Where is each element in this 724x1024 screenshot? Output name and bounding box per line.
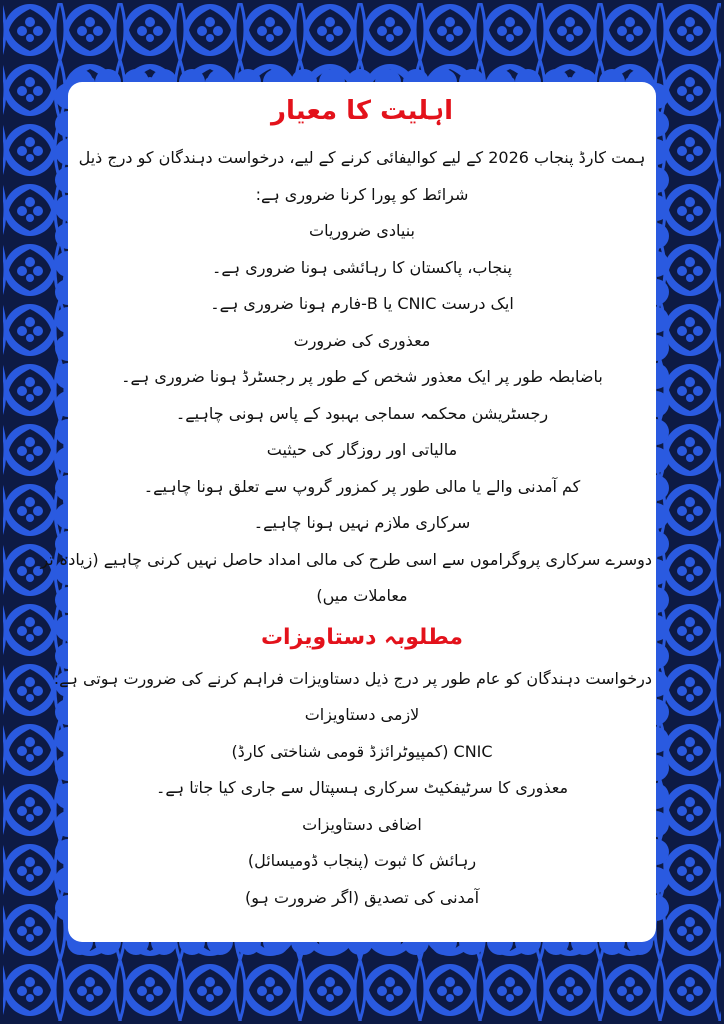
list-item: سرکاری ملازم نہیں ہونا چاہیے۔ bbox=[253, 513, 471, 532]
section-heading: مالیاتی اور روزگار کی حیثیت bbox=[266, 440, 458, 459]
list-item: معاملات میں) bbox=[316, 586, 408, 605]
list-item: دوسرے سرکاری پروگراموں سے اسی طرح کی مالی امداد حاصل نہیں کرنی چاہیے (زیادہ تر bbox=[40, 549, 652, 569]
list-item: آمدنی کی تصدیق (اگر ضرورت ہو) bbox=[244, 887, 480, 907]
documents-title: مطلوبہ دستاویزات bbox=[260, 624, 464, 650]
section-heading: معذوری کی ضرورت bbox=[293, 330, 431, 350]
intro-line: درخواست دہندگان کو عام طور پر درج ذیل دستاویزات فراہم کرنے کی ضرورت ہوتی ہے: bbox=[53, 668, 652, 688]
list-item: معذوری کا سرٹیفکیٹ سرکاری ہسپتال سے جاری کیا جاتا ہے۔ bbox=[155, 778, 569, 797]
list-item: ایک درست CNIC یا B-فارم ہونا ضروری ہے۔ bbox=[210, 294, 514, 313]
list-item: CNIC (کمپیوٹرائزڈ قومی شناختی کارڈ) bbox=[231, 741, 493, 761]
section-heading: بنیادی ضروریات bbox=[309, 221, 415, 240]
list-item: رجسٹریشن محکمہ سماجی بہبود کے پاس ہونی چاہیے۔ bbox=[175, 403, 549, 423]
list-item: رہائش کا ثبوت (پنجاب ڈومیسائل) bbox=[247, 851, 477, 870]
list-item: باضابطہ طور پر ایک معذور شخص کے طور پر رجسٹرڈ ہونا ضروری ہے۔ bbox=[121, 367, 603, 386]
section-heading: اضافی دستاویزات bbox=[302, 814, 422, 834]
list-item: پنجاب، پاکستان کا رہائشی ہونا ضروری ہے۔ bbox=[212, 257, 512, 277]
eligibility-title: اہلیت کا معیار bbox=[271, 96, 453, 126]
document-body bbox=[40, 86, 652, 938]
intro-line: ہمت کارڈ پنجاب 2026 کے لیے کوالیفائی کرنے کے لیے، درخواست دہندگان کو درج ذیل bbox=[78, 148, 646, 167]
list-item: کم آمدنی والے یا مالی طور پر کمزور گروپ سے تعلق ہونا چاہیے۔ bbox=[143, 476, 581, 496]
intro-line: شرائط کو پورا کرنا ضروری ہے: bbox=[255, 184, 469, 204]
section-heading: لازمی دستاویزات bbox=[304, 705, 420, 724]
